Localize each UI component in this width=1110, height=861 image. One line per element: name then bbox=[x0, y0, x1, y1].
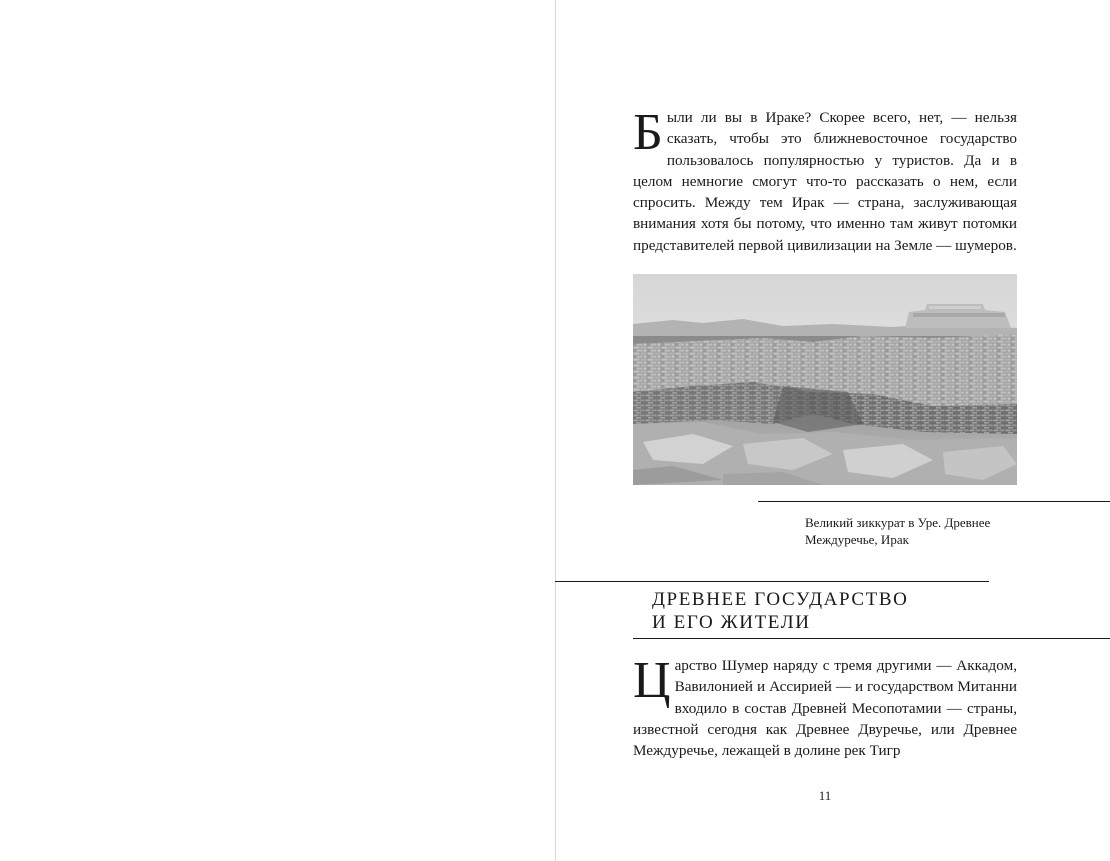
heading-line-2: И ЕГО ЖИТЕЛИ bbox=[652, 612, 811, 633]
figure-caption bbox=[805, 514, 1045, 548]
caption-line-1: Великий зиккурат в Уре. Древнее bbox=[805, 515, 991, 530]
caption-rule bbox=[758, 501, 1110, 502]
caption-line-2: Междуречье, Ирак bbox=[805, 532, 909, 547]
section-heading bbox=[652, 588, 992, 634]
intro-dropcap: Б bbox=[633, 104, 663, 161]
page-number: 11 bbox=[818, 788, 832, 803]
section-text: арство Шумер наряду с тремя другими — Аккадом, Вавилонией и Ассирией — и государством Митанни входило в состав Древней Месопотамии — страны, известной сегодня как Древнее Двуречье, или Древнее Междуречье, лежащей в долине рек Тигр bbox=[633, 657, 1017, 760]
heading-line-1: ДРЕВНЕЕ ГОСУДАРСТВО bbox=[652, 589, 909, 610]
intro-paragraph bbox=[633, 104, 1017, 256]
section-dropcap: Ц bbox=[633, 652, 671, 709]
section-paragraph bbox=[633, 652, 1017, 761]
ziggurat-photo bbox=[633, 274, 1017, 485]
heading-rule-top bbox=[555, 581, 989, 582]
heading-rule-bottom bbox=[633, 638, 1110, 639]
intro-text: ыли ли вы в Ираке? Скорее всего, нет, — нельзя сказать, чтобы это ближневосточное государство пользовалось популярностью у туристов. Да и в целом немногие смогут что-то рассказать о нем, если спросить. Между тем Ирак — страна, заслуживающая внимания хотя бы потому, что именно там живут потомки представителей первой цивилизации на Земле — шумеров. bbox=[633, 109, 1017, 254]
